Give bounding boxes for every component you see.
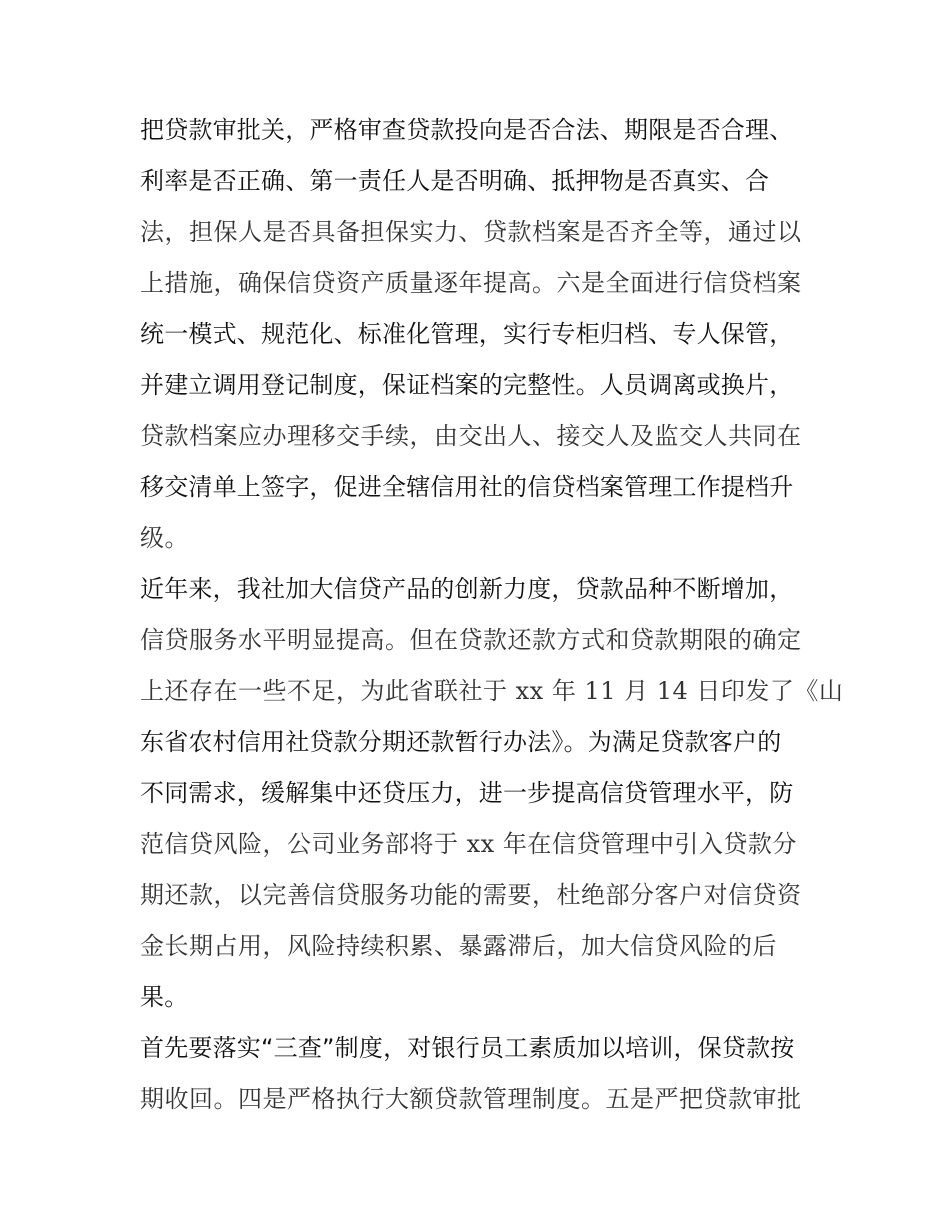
text-line-6: 并建立调用登记制度，保证档案的完整性。人员调离或换片， (140, 371, 794, 399)
text-line-1: 把贷款审批关，严格审查贷款投向是否合法、期限是否合理、 (140, 116, 794, 144)
text-line-18: 果。 (140, 983, 189, 1011)
text-line-12: 上还存在一些不足，为此省联社于 xx 年 11 月 14 日印发了《山 (140, 677, 844, 705)
text-line-5: 统一模式、规范化、标准化管理，实行专柜归档、专人保管， (140, 320, 794, 348)
text-line-11: 信贷服务水平明显提高。但在贷款还款方式和贷款期限的确定 (140, 626, 802, 654)
text-line-14: 不同需求，缓解集中还贷压力，进一步提高信贷管理水平，防 (140, 779, 794, 807)
text-line-10: 近年来，我社加大信贷产品的创新力度，贷款品种不断增加， (140, 575, 794, 603)
text-line-15: 范信贷风险，公司业务部将于 xx 年在信贷管理中引入贷款分 (140, 830, 797, 858)
text-line-13: 东省农村信用社贷款分期还款暂行办法》。为满足贷款客户的 (140, 728, 782, 756)
text-line-20: 期收回。四是严格执行大额贷款管理制度。五是严把贷款审批 (140, 1085, 802, 1113)
text-line-8: 移交清单上签字，促进全辖信用社的信贷档案管理工作提档升 (140, 473, 794, 501)
text-line-2: 利率是否正确、第一责任人是否明确、抵押物是否真实、合 (140, 167, 770, 195)
text-line-17: 金长期占用，风险持续积累、暴露滞后，加大信贷风险的后 (140, 932, 777, 960)
text-line-4: 上措施，确保信贷资产质量逐年提高。六是全面进行信贷档案 (140, 269, 802, 297)
text-line-9: 级。 (140, 524, 189, 552)
text-line-7: 贷款档案应办理移交手续，由交出人、接交人及监交人共同在 (140, 422, 802, 450)
text-line-16: 期还款，以完善信贷服务功能的需要，杜绝部分客户对信贷资 (140, 881, 802, 909)
text-line-19: 首先要落实“三查”制度，对银行员工素质加以培训，保贷款按 (140, 1034, 795, 1062)
text-line-3: 法，担保人是否具备担保实力、贷款档案是否齐全等，通过以 (140, 218, 802, 246)
body-text (140, 105, 844, 1125)
